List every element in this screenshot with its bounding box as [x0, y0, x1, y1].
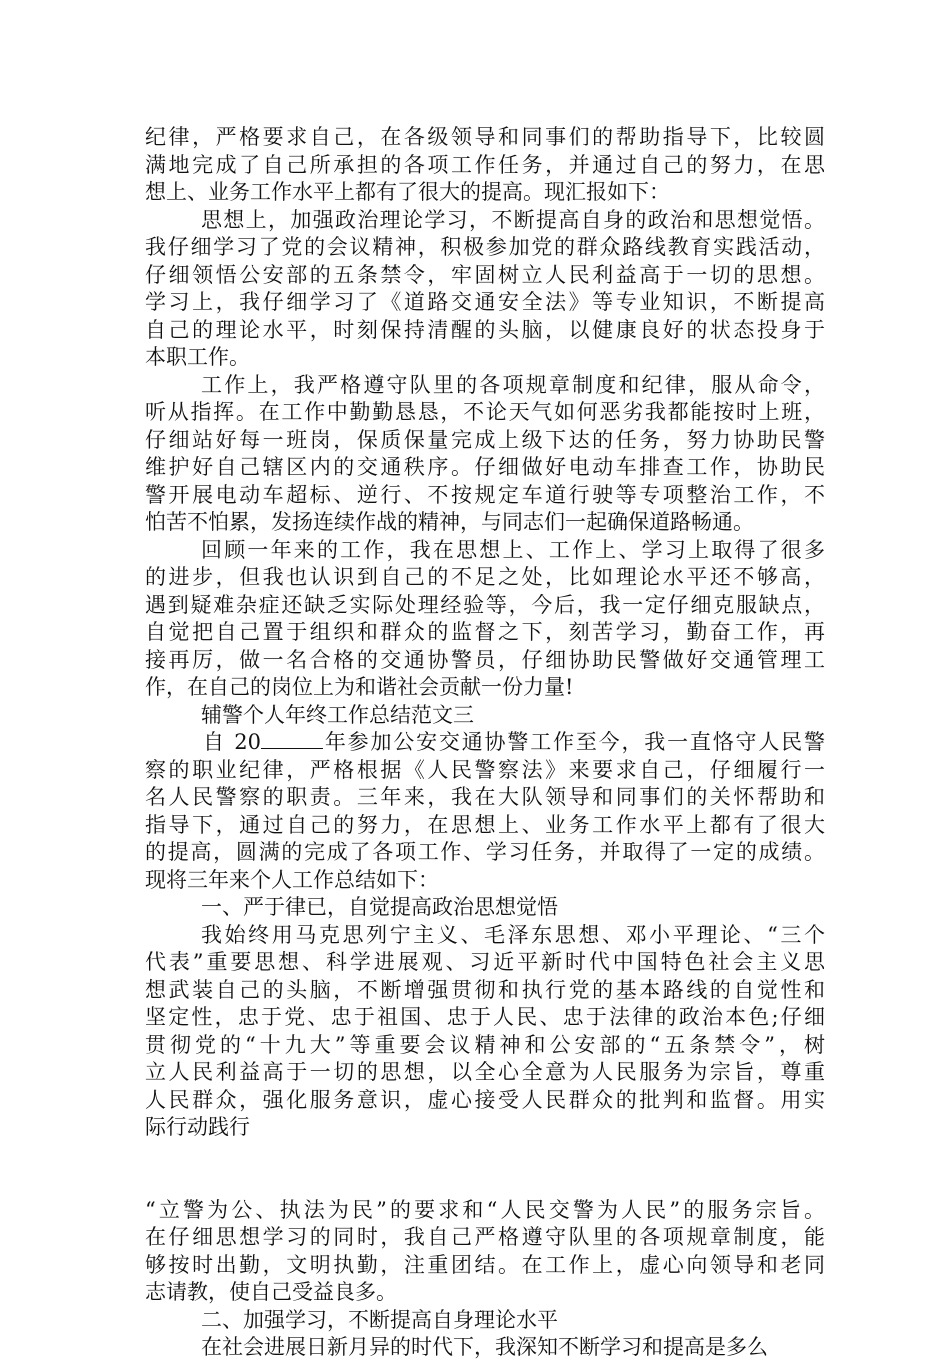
text-line: 志请教，使自己受益良多。	[145, 1280, 397, 1304]
text-line: 回顾一年来的工作，我在思想上、工作上、学习上取得了很多	[201, 537, 825, 562]
section-heading	[145, 702, 825, 730]
text-line: 满地完成了自己所承担的各项工作任务，并通过自己的努力，在思	[145, 152, 825, 177]
text-line: 坚定性，忠于党、忠于祖国、忠于人民、忠于法律的政治本色;仔细	[145, 1005, 825, 1029]
text-line: “立警为公、执法为民”的要求和“人民交警为人民”的服务宗旨。	[145, 1197, 825, 1222]
paragraph	[145, 124, 825, 207]
text-line: 纪律，严格要求自己，在各级领导和同事们的帮助指导下，比较圆	[145, 125, 825, 149]
paragraph	[145, 1197, 825, 1307]
text-line: 维护好自己辖区内的交通秩序。仔细做好电动车排查工作，协助民	[145, 455, 825, 479]
text-line: 立人民利益高于一切的思想，以全心全意为人民服务为宗旨，尊重	[145, 1060, 825, 1084]
text-line: 学习上，我仔细学习了《道路交通安全法》等专业知识，不断提高	[145, 290, 825, 314]
text-line: 代表”重要思想、科学进展观、习近平新时代中国特色社会主义思	[145, 950, 825, 974]
blank-gap	[145, 1142, 825, 1197]
paragraph	[145, 537, 825, 702]
text-line: 现将三年来个人工作总结如下：	[145, 867, 439, 892]
text-line: 我始终用马克思列宁主义、毛泽东思想、邓小平理论、“三个	[201, 922, 825, 947]
text-line: 名人民警察的职责。三年来，我在大队领导和同事们的关怀帮助和	[145, 785, 825, 809]
text-line: 仔细站好每一班岗，保质保量完成上级下达的任务，努力协助民警	[145, 427, 825, 452]
text-line: 指导下，通过自己的努力，在思想上、业务工作水平上都有了很大	[145, 812, 825, 837]
fill-in-blank	[261, 730, 323, 749]
text-line: 的进步，但我也认识到自己的不足之处，比如理论水平还不够高，	[145, 565, 825, 589]
text-line: 我仔细学习了党的会议精神，积极参加党的群众路线教育实践活动，	[145, 235, 825, 259]
text-line: 的提高，圆满的完成了各项工作、学习任务，并取得了一定的成绩。	[145, 840, 825, 864]
text-line: 自觉把自己置于组织和群众的监督之下，刻苦学习，勤奋工作，再	[145, 620, 825, 644]
heading-text: 辅警个人年终工作总结范文三	[201, 702, 474, 727]
text-line: 想武装自己的头脑，不断增强贯彻和执行党的基本路线的自觉性和	[145, 977, 825, 1002]
text-fragment: 自 20	[203, 730, 262, 754]
text-line: 仔细领悟公安部的五条禁令，牢固树立人民利益高于一切的思想。	[145, 262, 825, 287]
text-line: 听从指挥。在工作中勤勤恳恳，不论天气如何恶劣我都能按时上班，	[145, 400, 825, 424]
text-line: 怕苦不怕累，发扬连续作战的精神，与同志们一起确保道路畅通。	[145, 510, 754, 534]
text-line: 思想上，加强政治理论学习，不断提高自身的政治和思想觉悟。	[201, 207, 825, 232]
text-line: 遇到疑难杂症还缺乏实际处理经验等，今后，我一定仔细克服缺点，	[145, 592, 825, 617]
text-line: 自己的理论水平，时刻保持清醒的头脑，以健康良好的状态投身于	[145, 317, 825, 342]
paragraph	[145, 922, 825, 1142]
text-line: 警开展电动车超标、逆行、不按规定车道行驶等专项整治工作，不	[145, 482, 825, 507]
text-line: 在仔细思想学习的同时，我自己严格遵守队里的各项规章制度，能	[145, 1225, 825, 1249]
text-line: 贯彻党的“十九大”等重要会议精神和公安部的“五条禁令”，树	[145, 1032, 825, 1057]
text-line: 人民群众，强化服务意识，虚心接受人民群众的批判和监督。用实	[145, 1087, 825, 1112]
text-line: 够按时出勤，文明执勤，注重团结。在工作上，虚心向领导和老同	[145, 1252, 825, 1277]
text-line: 接再厉，做一名合格的交通协警员，仔细协助民警做好交通管理工	[145, 647, 825, 672]
text-line: 察的职业纪律，严格根据《人民警察法》来要求自己，仔细履行一	[145, 757, 825, 782]
text-line: 作，在自己的岗位上为和谐社会贡献一份力量!	[145, 675, 574, 699]
paragraph	[145, 729, 825, 894]
text-fragment: 年参加公安交通协警工作至今，我一直恪守人民警	[323, 730, 825, 754]
text-line: 际行动践行	[145, 1115, 250, 1139]
text-line: 本职工作。	[145, 345, 250, 369]
document-page	[145, 124, 825, 1362]
subsection-heading	[145, 1307, 825, 1335]
heading-text: 二、加强学习，不断提高自身理论水平	[201, 1307, 558, 1332]
paragraph	[145, 1334, 825, 1362]
text-line	[145, 729, 825, 757]
text-line: 工作上，我严格遵守队里的各项规章制度和纪律，服从命令，	[201, 372, 825, 397]
heading-text: 一、严于律已，自觉提高政治思想觉悟	[201, 895, 558, 919]
paragraph	[145, 372, 825, 537]
text-line: 在社会进展日新月异的时代下，我深知不断学习和提高是多么	[201, 1335, 768, 1359]
paragraph	[145, 207, 825, 372]
subsection-heading	[145, 894, 825, 922]
text-line: 想上、业务工作水平上都有了很大的提高。现汇报如下：	[145, 180, 670, 204]
